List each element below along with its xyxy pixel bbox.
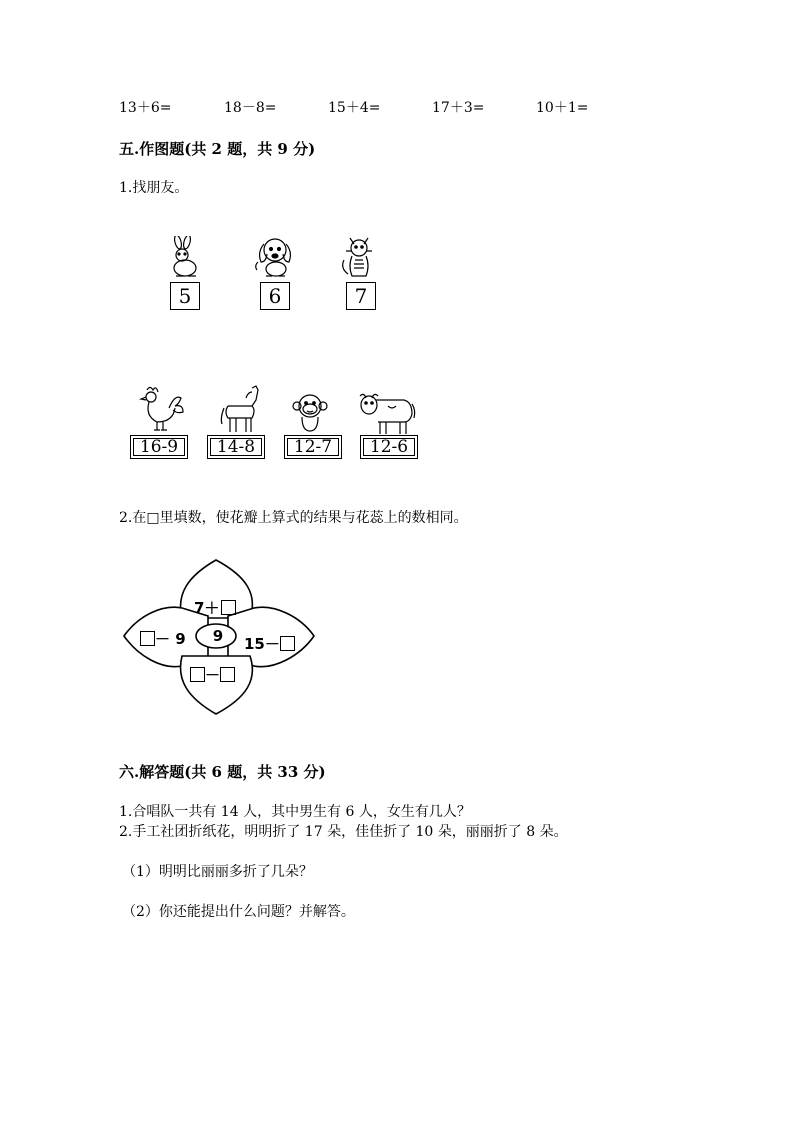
question-paper-flowers: 2.手工社团折纸花，明明折了 17 朵，佳佳折了 10 朵，丽丽折了 8 朵。: [119, 824, 568, 840]
question-find-friends: 1.找朋友。: [119, 180, 189, 196]
dog-icon: [252, 234, 298, 280]
blank-box-right[interactable]: [280, 636, 295, 651]
equation-1: 13＋6=: [119, 100, 172, 116]
section-6-title: 六.解答题(共 6 题，共 33 分): [119, 763, 326, 781]
number-box-3: 7: [346, 282, 376, 310]
equation-5: 10＋1=: [536, 100, 589, 116]
sub-question-1: （1）明明比丽丽多折了几朵？: [122, 864, 313, 880]
expression-box-1: 16-9: [130, 435, 188, 459]
number-box-2: 6: [260, 282, 290, 310]
petal-top: 7＋: [194, 597, 236, 618]
equation-2: 18－8=: [224, 100, 277, 116]
sub-question-2: （2）你还能提出什么问题？并解答。: [122, 904, 355, 920]
cow-icon: [356, 390, 418, 436]
section-5-title: 五.作图题(共 2 题，共 9 分): [119, 140, 316, 158]
expression-box-2: 14-8: [207, 435, 265, 459]
number-box-1: 5: [170, 282, 200, 310]
question-choir: 1.合唱队一共有 14 人，其中男生有 6 人，女生有几人？: [119, 804, 471, 820]
cat-icon: [338, 234, 380, 280]
blank-box-bottom-1[interactable]: [190, 667, 205, 682]
question-fill-flower: 2.在□里填数，使花瓣上算式的结果与花蕊上的数相同。: [119, 510, 468, 526]
equation-4: 17＋3=: [432, 100, 485, 116]
monkey-icon: [288, 390, 332, 434]
petal-left: － 9: [140, 628, 186, 649]
expression-box-4: 12-6: [360, 435, 418, 459]
petal-right: 15－: [244, 633, 295, 654]
blank-box-top[interactable]: [221, 600, 236, 615]
flower-center-number: 9: [212, 627, 224, 645]
expression-box-3: 12-7: [284, 435, 342, 459]
rabbit-icon: [166, 236, 202, 280]
petal-bottom: －: [190, 664, 235, 685]
horse-icon: [218, 384, 264, 434]
blank-box-left[interactable]: [140, 631, 155, 646]
equation-3: 15＋4=: [328, 100, 381, 116]
blank-box-bottom-2[interactable]: [220, 667, 235, 682]
rooster-icon: [135, 384, 185, 434]
